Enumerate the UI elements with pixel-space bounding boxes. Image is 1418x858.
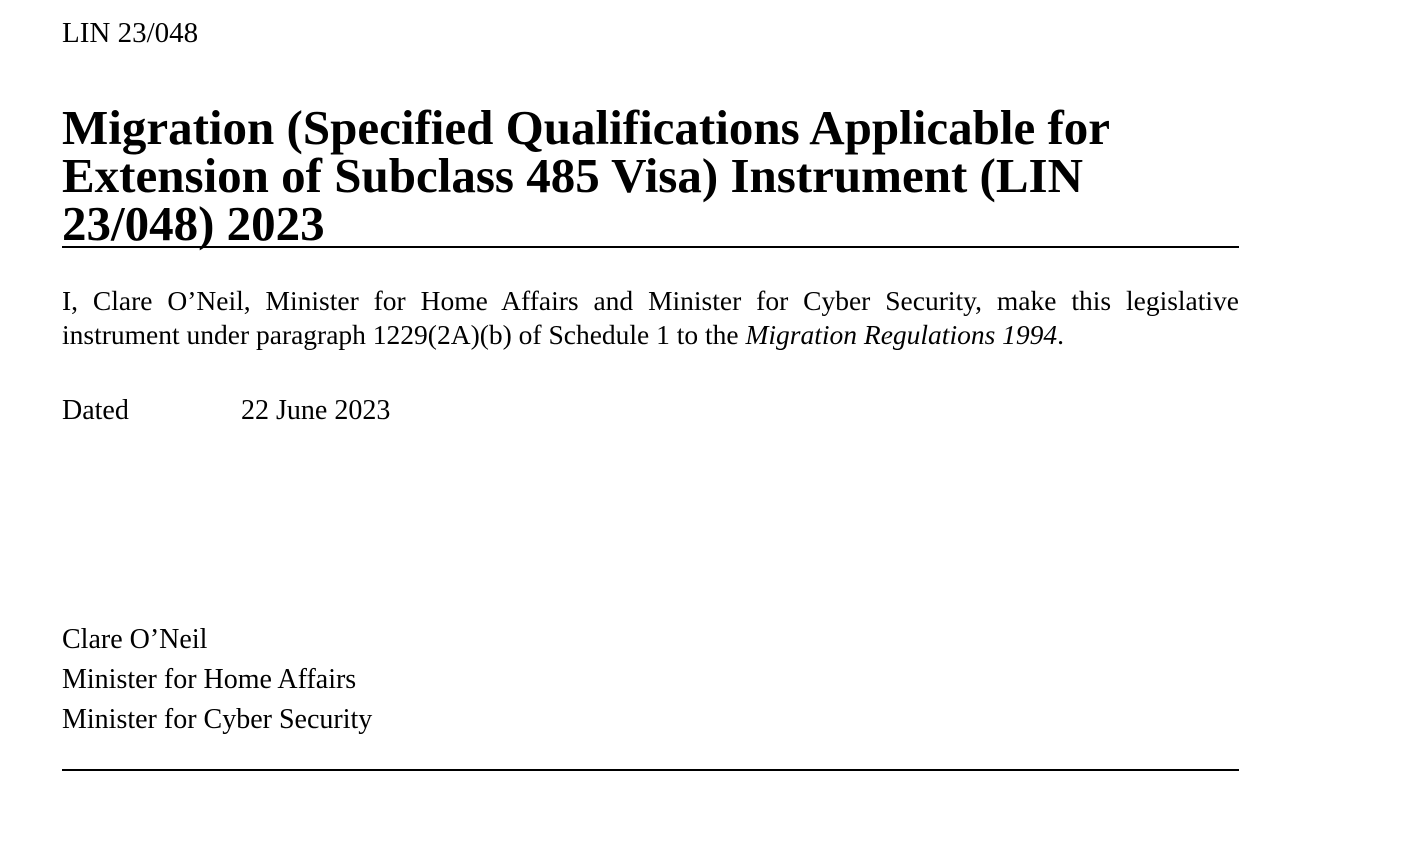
signatory-block [62,620,372,740]
bottom-rule [62,769,1239,771]
signatory-role-home-affairs: Minister for Home Affairs [62,664,357,695]
dated-label: Dated [62,395,129,426]
regulations-citation: Migration Regulations 1994 [745,319,1058,350]
preamble-paragraph [62,284,1239,352]
dated-row [62,393,390,429]
instrument-number: LIN 23/048 [62,17,199,49]
preamble-text: I, Clare O’Neil, Minister for Home Affairs and Minister for Cyber Security, make this legislative instrument under paragraph 1229(2A)(b) of Schedule 1 to the [62,285,1239,350]
document-title: Migration (Specified Qualifications Applicable for Extension of Subclass 485 Visa) Instrument (LIN 23/048) 2023 [62,104,1239,248]
signatory-name: Clare O’Neil [62,624,208,655]
dated-value: 22 June 2023 [241,395,391,426]
preamble-end: . [1057,319,1065,350]
signatory-role-cyber-security: Minister for Cyber Security [62,704,373,735]
